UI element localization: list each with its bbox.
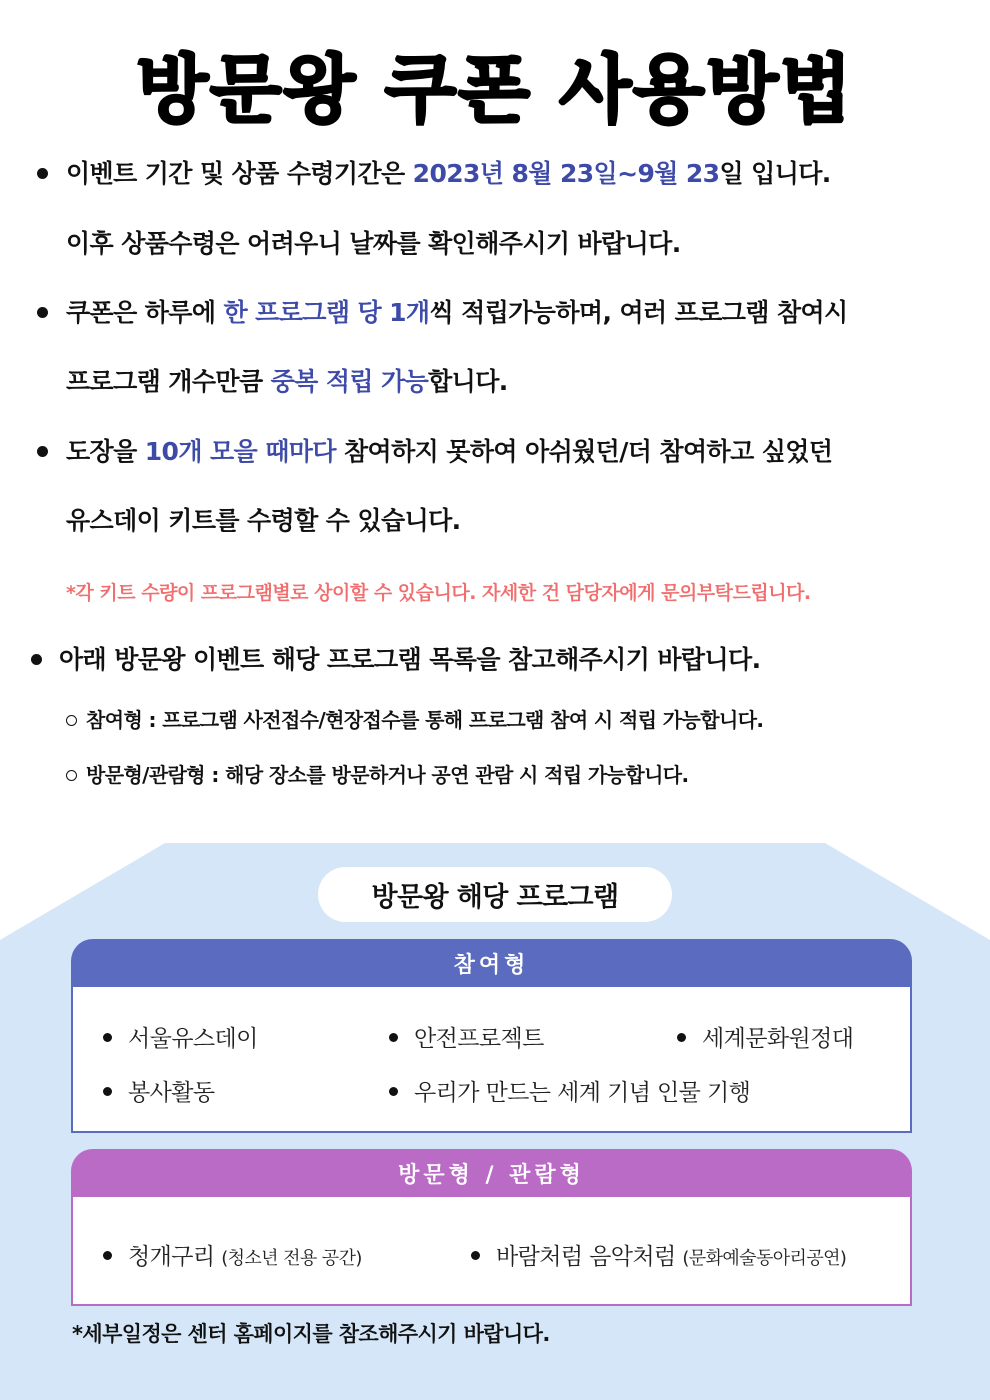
event-period-line-2: 이후 상품수령은 어려우니 날짜를 확인해주시기 바랍니다. [66,229,681,258]
participation-rule: 참여형 : 프로그램 사전접수/현장접수를 통해 프로그램 참여 시 적립 가능합니다. [86,708,764,732]
program-item [677,1020,853,1053]
text-segment: 쿠폰은 하루에 [66,298,224,327]
bullet-dot [389,1087,398,1096]
program-item [389,1074,750,1107]
program-name: 서울유스데이 [128,1026,258,1052]
event-period-line [66,158,831,190]
program-item [389,1020,544,1053]
program-name: 세계문화원정대 [702,1026,854,1052]
visit-rule: 방문형/관람형 : 해당 장소를 방문하거나 공연 관람 시 적립 가능합니다. [86,763,689,787]
bullet-dot [471,1251,480,1260]
program-note: (청소년 전용 공간) [221,1248,362,1269]
sub-bullet-circle [66,715,77,726]
program-item [103,1020,258,1053]
text-segment: 참여하지 못하여 아쉬웠던/더 참여하고 싶었던 [335,437,833,466]
bullet-dot [103,1033,112,1042]
program-name: 바람처럼 음악처럼 [496,1244,683,1270]
program-item [103,1074,214,1107]
bullet-dot [37,168,48,179]
program-name: 우리가 만드는 세계 기념 인물 기행 [414,1080,751,1106]
text-segment: 프로그램 개수만큼 [66,367,271,396]
bullet-dot [37,307,48,318]
text-segment: 이벤트 기간 및 상품 수령기간은 [66,159,413,188]
participation-list [71,987,912,1133]
highlight-duplicate: 중복 적립 가능 [270,367,429,396]
highlight-per-program: 한 프로그램 당 1개 [223,298,430,327]
stamp-rule-line [66,436,832,468]
program-note: (문화예술동아리공연) [682,1248,847,1269]
bullet-dot [677,1033,686,1042]
highlight-stamps: 10개 모을 때마다 [144,437,336,466]
program-item [471,1238,846,1271]
visit-list [71,1197,912,1306]
stamp-rule-line-2: 유스데이 키트를 수령할 수 있습니다. [66,506,461,535]
program-name: 청개구리 [128,1244,222,1270]
participation-header: 참여형 [71,939,912,987]
text-segment: 도장을 [66,437,145,466]
coupon-rule-line-2 [66,366,508,398]
kit-notice: *각 키트 수량이 프로그램별로 상이할 수 있습니다. 자세한 건 담당자에게 문의부탁드립니다. [66,582,811,604]
coupon-rule-line [66,297,848,329]
schedule-footnote: *세부일정은 센터 홈페이지를 참조해주시기 바랍니다. [72,1322,550,1346]
program-item [103,1238,362,1271]
bullet-dot [37,446,48,457]
text-segment: 일 입니다. [719,159,831,188]
bullet-dot [389,1033,398,1042]
program-list-intro: 아래 방문왕 이벤트 해당 프로그램 목록을 참고해주시기 바랍니다. [59,645,761,674]
bullet-dot [103,1251,112,1260]
program-name: 봉사활동 [128,1080,215,1106]
program-name: 안전프로젝트 [414,1026,544,1052]
bullet-dot [31,654,42,665]
bullet-dot [103,1087,112,1096]
sub-bullet-circle [66,770,77,781]
text-segment: 합니다. [428,367,508,396]
text-segment: 씩 적립가능하며, 여러 프로그램 참여시 [429,298,848,327]
program-section-title: 방문왕 해당 프로그램 [318,867,672,922]
highlight-date: 2023년 8월 23일~9월 23 [412,159,720,188]
visit-header: 방문형 / 관람형 [71,1149,912,1197]
page-title: 방문왕 쿠폰 사용방법 [136,47,854,133]
